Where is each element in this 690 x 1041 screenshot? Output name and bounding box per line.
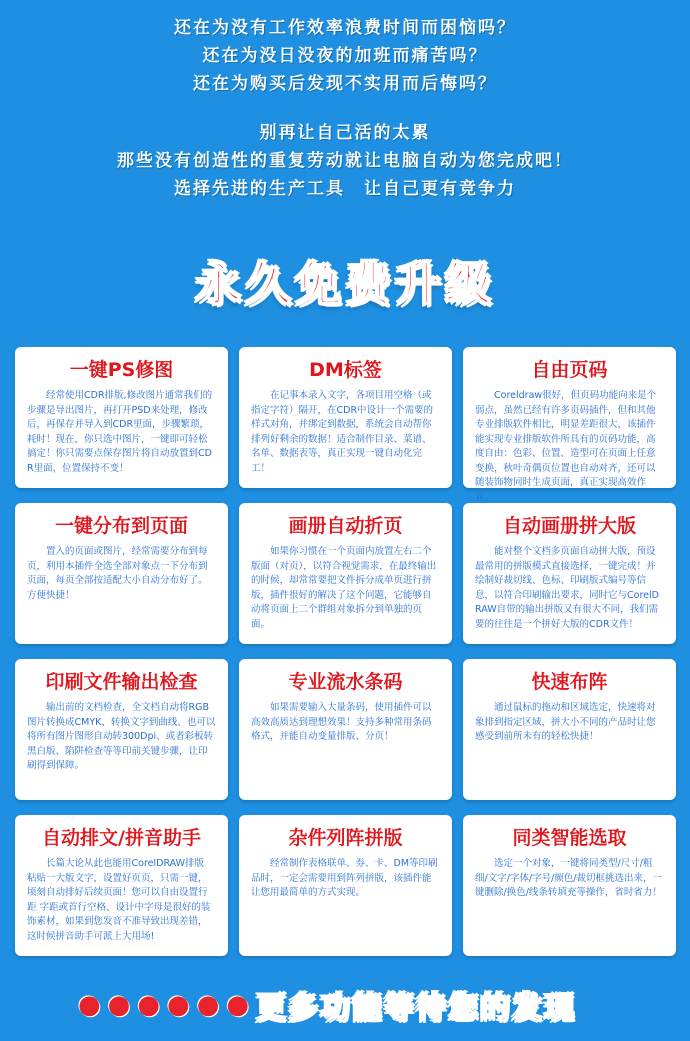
feature-title: 同类智能选取 (512, 827, 627, 849)
feature-card (15, 659, 228, 800)
feature-title: 画册自动折页 (288, 515, 403, 537)
footer-banner (0, 980, 690, 1030)
headline-3: 还在为购买后发现不实用而后悔吗？ (193, 74, 497, 94)
feature-title: 专业流水条码 (288, 671, 403, 693)
feature-title: 快速布阵 (531, 671, 608, 693)
feature-card (463, 815, 676, 956)
feature-description: 长篇大论从此也能用CorelDRAW排版 粘贴一大版文字，设置好页页，只需一键，顷刻自动排好后续页面！您可以自由设置行距 字距或首行空格、设计中字母是很好的装饰素材，如果到您发音不准导致出现差错，这时候拼音助手可派上大用场! (27, 858, 211, 942)
feature-description: 如果你习惯在一个页面内放置左右二个版面（对页），以符合视觉需求，在最终输出的时候，却常常要把文件拆分成单页进行拼版，插件很好的解决了这个问题，它能够自动将页面上二个群组对象拆分到单独的页面。 (251, 546, 437, 630)
feature-card (239, 503, 452, 644)
feature-description: 选定一个对象，一键将同类型/尺寸/粗细/文字/字体/字号/颜色/裁切框挑选出来，一键删除/换色/线条转填充等操作，省时省力！ (475, 858, 663, 898)
headline-4: 别再让自己活的太累 (259, 123, 431, 143)
feature-description: 置入的页面或图片，经常需要分布到每页，利用本插件全选全部对象点一下分布到页面，每页全部按适配大小自动分布好了。方便快捷！ (27, 546, 208, 601)
hero-title: 永久免费升级 (195, 257, 495, 311)
feature-card (15, 503, 228, 644)
feature-card (15, 815, 228, 956)
feature-title: DM标签 (309, 359, 382, 381)
feature-card (15, 347, 228, 488)
feature-title: 自动画册拼大版 (502, 515, 636, 537)
feature-description: 在记事本录入文字，各项目用空格（或指定字符）隔开，在CDR中设计一个需要的样式对角，并绑定到数据，系统会自动帮你排列好剩余的数据！适合制作目录、菜谱、名单、数据表等，真正实现一键自动化完工！ (251, 390, 434, 474)
feature-description: 通过鼠标的拖动和区域选定，快速将对象排到指定区域，拼大小不同的产品时让您感受到前所未有的轻松快捷！ (475, 702, 656, 742)
footer-text: 更多功能等待您的发现 (256, 991, 577, 1026)
feature-title: 自由页码 (531, 359, 608, 381)
feature-card (463, 503, 676, 644)
dot-bullets: ●●●●●● (78, 990, 257, 1020)
feature-card (239, 659, 452, 800)
headline-1: 还在为没有工作效率浪费时间而困恼吗？ (174, 18, 516, 38)
feature-card (463, 659, 676, 800)
feature-description: 经常使用CDR排版,修改图片通常我们的步骤是导出图片，再打开PSD来处理，修改后，再保存并导入到CDR里面，步骤繁琐，耗时！现在，你只选中图片，一键即可轻松搞定！你只需要点保存图片将自动放置到CDR里面，位置保持不变！ (27, 390, 213, 474)
feature-card (239, 815, 452, 956)
feature-title: 杂件列阵拼版 (288, 827, 403, 849)
feature-description: Coreldraw很好，但页码功能向来是个弱点，虽然已经有许多页码插件，但和其他专业排版软件相比，明显差距很大，该插件能实现专业排版软件所具有的页码功能，高度自由：色彩、位置、造型可在页面上任意变换，秋叶奇偶页位置也自动对齐，还可以随装饰物同时生成页面，真正实现高效作业。 (475, 390, 657, 503)
headline-2: 还在为没日没夜的加班而痛苦吗？ (202, 46, 488, 66)
feature-card (463, 347, 676, 503)
feature-description: 能对整个文档多页面自动拼大版，预设最常用的拼版模式直接选择，一键完成！并绘制好裁切线、色标、印刷版式编号等信息，以符合印刷输出要求，同时它与CorelDRAW自带的输出拼版又有很大不同，我们需要的往往是一个拼好大版的CDR文件！ (475, 546, 659, 630)
feature-title: 印刷文件输出检查 (45, 671, 198, 693)
headline-block (0, 14, 690, 203)
feature-card (239, 347, 452, 488)
feature-title: 一键分布到页面 (54, 515, 188, 537)
feature-grid (15, 347, 677, 956)
feature-description: 如果需要输入大量条码，使用插件可以高效高质达到理想效果！支持多种常用条码格式，并能自动变量排版、分页！ (251, 702, 432, 742)
feature-title: 一键PS修图 (69, 359, 174, 381)
headline-5: 那些没有创造性的重复劳动就让电脑自动为您完成吧！ (117, 151, 573, 171)
feature-title: 自动排文/拼音助手 (42, 827, 201, 849)
feature-description: 输出前的文档检查，全文档自动将RGB图片转换成CMYK、转换文字到曲线、也可以将所有图片图形自动转300Dpi、或者彩板转黑白版、陷阱检查等等印前关键步骤，让印刷得到保障。 (27, 702, 216, 771)
feature-description: 经常制作表格联单、券、卡、DM等印刷品时，一定会需要用到阵列拼版，该插件能让您用最简单的方式实现。 (251, 858, 438, 898)
headline-6: 选择先进的生产工具 让自己更有竞争力 (174, 179, 516, 199)
